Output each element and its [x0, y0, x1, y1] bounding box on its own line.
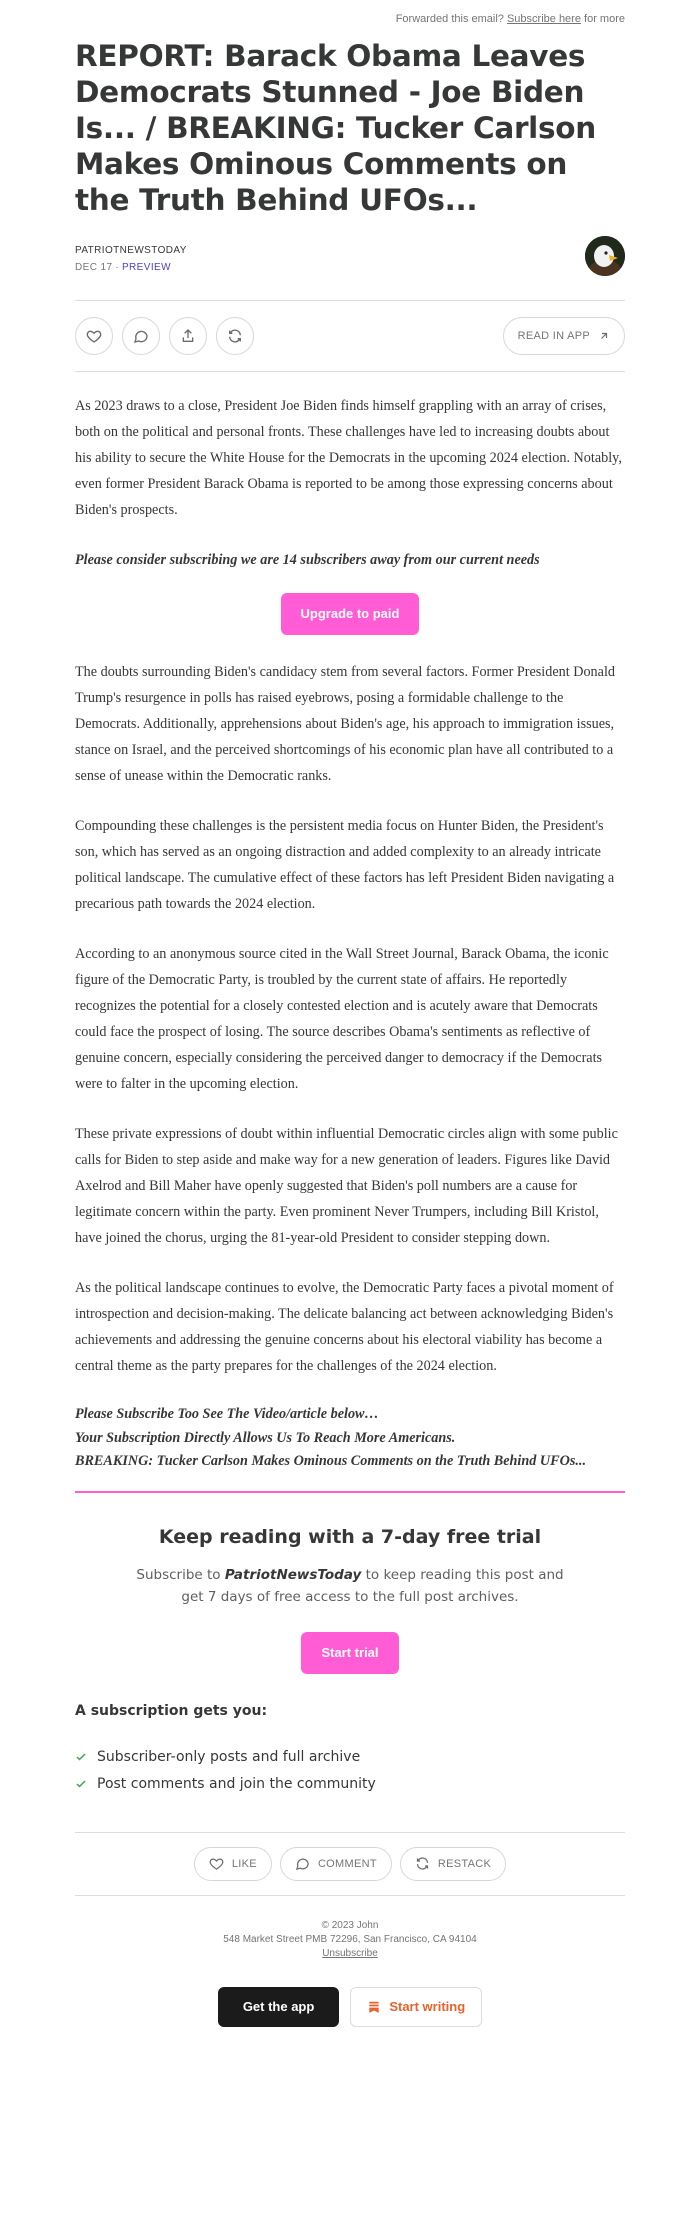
read-in-app-label: READ IN APP	[517, 330, 590, 342]
paywall	[75, 1491, 625, 1798]
mailing-address: 548 Market Street PMB 72296, San Francisco, CA 94104	[223, 1933, 477, 1945]
like-pill-button[interactable]	[194, 1847, 272, 1881]
checkmark-icon	[75, 1778, 87, 1790]
restack-label: RESTACK	[437, 1857, 492, 1870]
arrow-up-right-icon	[598, 330, 610, 342]
email-container	[75, 0, 625, 2059]
paywall-sub-prefix: Subscribe to	[136, 1566, 221, 1583]
restack-pill-button[interactable]	[400, 1847, 506, 1881]
copyright: © 2023 John	[321, 1919, 379, 1931]
eagle-avatar-icon[interactable]	[585, 236, 625, 276]
article-body	[75, 393, 625, 1474]
benefit-item	[75, 1771, 625, 1798]
like-label: LIKE	[231, 1857, 257, 1870]
reaction-bar	[75, 1832, 625, 1896]
benefit-item	[75, 1744, 625, 1771]
paragraph-5: These private expressions of doubt within influential Democratic circles align with some public calls for Biden to step aside and make way for a new generation of leaders. Figures like David Axelrod and Bill Maher have openly suggested that Biden's poll numbers are a cause for legitimate concern within the party. Even prominent Never Trumpers, including Bill Kristol, have joined the chorus, urging the 81-year-old President to consider stepping down.	[75, 1126, 618, 1246]
bookmark-writing-icon	[367, 2000, 381, 2014]
paragraph-4: According to an anonymous source cited in the Wall Street Journal, Barack Obama, the iconic figure of the Democratic Party, is troubled by the current state of affairs. He reportedly recognizes the potential for a closely contested election and is acutely aware that Democrats could face the prospect of losing. The source describes Obama's sentiments as reflective of genuine concern, especially considering the perceived danger to democracy if the Democrats were to falter in the upcoming election.	[75, 946, 609, 1092]
benefit-label: Subscriber-only posts and full archive	[97, 1749, 361, 1765]
benefit-label: Post comments and join the community	[97, 1776, 376, 1792]
closing-line-2: Your Subscription Directly Allows Us To Reach More Americans.	[75, 1429, 456, 1446]
paywall-pub-name: PatriotNewsToday	[224, 1566, 362, 1583]
post-title[interactable]: REPORT: Barack Obama Leaves Democrats Stunned - Joe Biden Is... / BREAKING: Tucker Carlson Makes Ominous Comments on the Truth Behind UFOs...	[75, 39, 596, 217]
action-icons	[75, 317, 254, 355]
comment-label: COMMENT	[317, 1857, 377, 1870]
start-writing-button[interactable]	[350, 1987, 482, 2027]
heart-icon	[209, 1856, 224, 1871]
checkmark-icon	[75, 1751, 87, 1763]
byline	[75, 236, 625, 300]
paragraph-1: As 2023 draws to a close, President Joe Biden finds himself grappling with an array of crises, both on the political and personal fronts. These challenges have led to increasing doubts about his ability to secure the White House for the Democrats in the upcoming 2024 election. Notably, even former President Barack Obama is reported to be among those expressing concerns about Biden's prospects.	[75, 398, 622, 518]
app-buttons	[75, 1987, 625, 2059]
unsubscribe-link[interactable]: Unsubscribe	[322, 1947, 378, 1959]
post-meta	[75, 262, 625, 273]
paywall-sub-suffix: to keep reading this post and get 7 days of free access to the full post archives.	[181, 1566, 564, 1605]
paragraph-2: The doubts surrounding Biden's candidacy stem from several factors. Former President Donald Trump's resurgence in polls has raised eyebrows, posing a formidable challenge to the Democrats. Additionally, apprehensions about Biden's age, his approach to immigration issues, stance on Israel, and the perceived shortcomings of his economic plan have all contributed to a sense of unease within the Democratic ranks.	[75, 664, 615, 784]
closing-lines	[75, 1403, 625, 1474]
upgrade-to-paid-button[interactable]: Upgrade to paid	[281, 593, 420, 635]
meta-separator: ∙	[115, 262, 119, 273]
subscribe-here-link[interactable]: Subscribe here	[506, 13, 581, 25]
paragraph-3: Compounding these challenges is the persistent media focus on Hunter Biden, the President's son, which has served as an ongoing distraction and added complexity to an already intricate political landscape. The cumulative effect of these factors has left President Biden navigating a precarious path towards the 2024 election.	[75, 818, 615, 912]
like-button[interactable]	[75, 317, 113, 355]
start-trial-button[interactable]: Start trial	[301, 1632, 398, 1674]
restack-icon	[227, 328, 243, 344]
post-date: DEC 17	[75, 262, 113, 273]
share-icon	[180, 328, 196, 344]
closing-line-3: BREAKING: Tucker Carlson Makes Ominous Comments on the Truth Behind UFOs...	[75, 1453, 586, 1469]
footer	[75, 1919, 625, 1961]
paywall-title: Keep reading with a 7-day free trial	[158, 1525, 542, 1548]
upgrade-cta	[75, 593, 625, 635]
benefits-title: A subscription gets you:	[75, 1702, 268, 1719]
paywall-subtitle	[130, 1564, 570, 1608]
comment-icon	[295, 1856, 310, 1871]
comment-button[interactable]	[122, 317, 160, 355]
action-bar	[75, 300, 625, 372]
paragraph-6: As the political landscape continues to evolve, the Democratic Party faces a pivotal moment of introspection and decision-making. The delicate balancing act between acknowledging Biden's achievements and addressing the genuine concerns about his electoral viability has become a central theme as the party prepares for the challenges of the 2024 election.	[75, 1280, 614, 1374]
closing-line-1: Please Subscribe Too See The Video/article below…	[75, 1406, 379, 1422]
comment-icon	[133, 328, 149, 344]
subscription-benefits	[75, 1703, 625, 1798]
benefits-list	[75, 1744, 625, 1798]
read-in-app-button[interactable]	[503, 317, 625, 355]
forward-prefix: Forwarded this email?	[395, 13, 504, 25]
get-the-app-button[interactable]: Get the app	[218, 1987, 340, 2027]
start-writing-label: Start writing	[389, 1999, 466, 2014]
forward-suffix: for more	[584, 13, 625, 25]
subscribe-appeal: Please consider subscribing we are 14 subscribers away from our current needs	[75, 552, 540, 568]
restack-icon	[415, 1856, 430, 1871]
publication-name[interactable]: PATRIOTNEWSTODAY	[75, 245, 187, 256]
share-button[interactable]	[169, 317, 207, 355]
comment-pill-button[interactable]	[280, 1847, 392, 1881]
forward-notice	[75, 0, 625, 38]
restack-button[interactable]	[216, 317, 254, 355]
heart-icon	[86, 328, 102, 344]
preview-label: PREVIEW	[121, 262, 171, 273]
